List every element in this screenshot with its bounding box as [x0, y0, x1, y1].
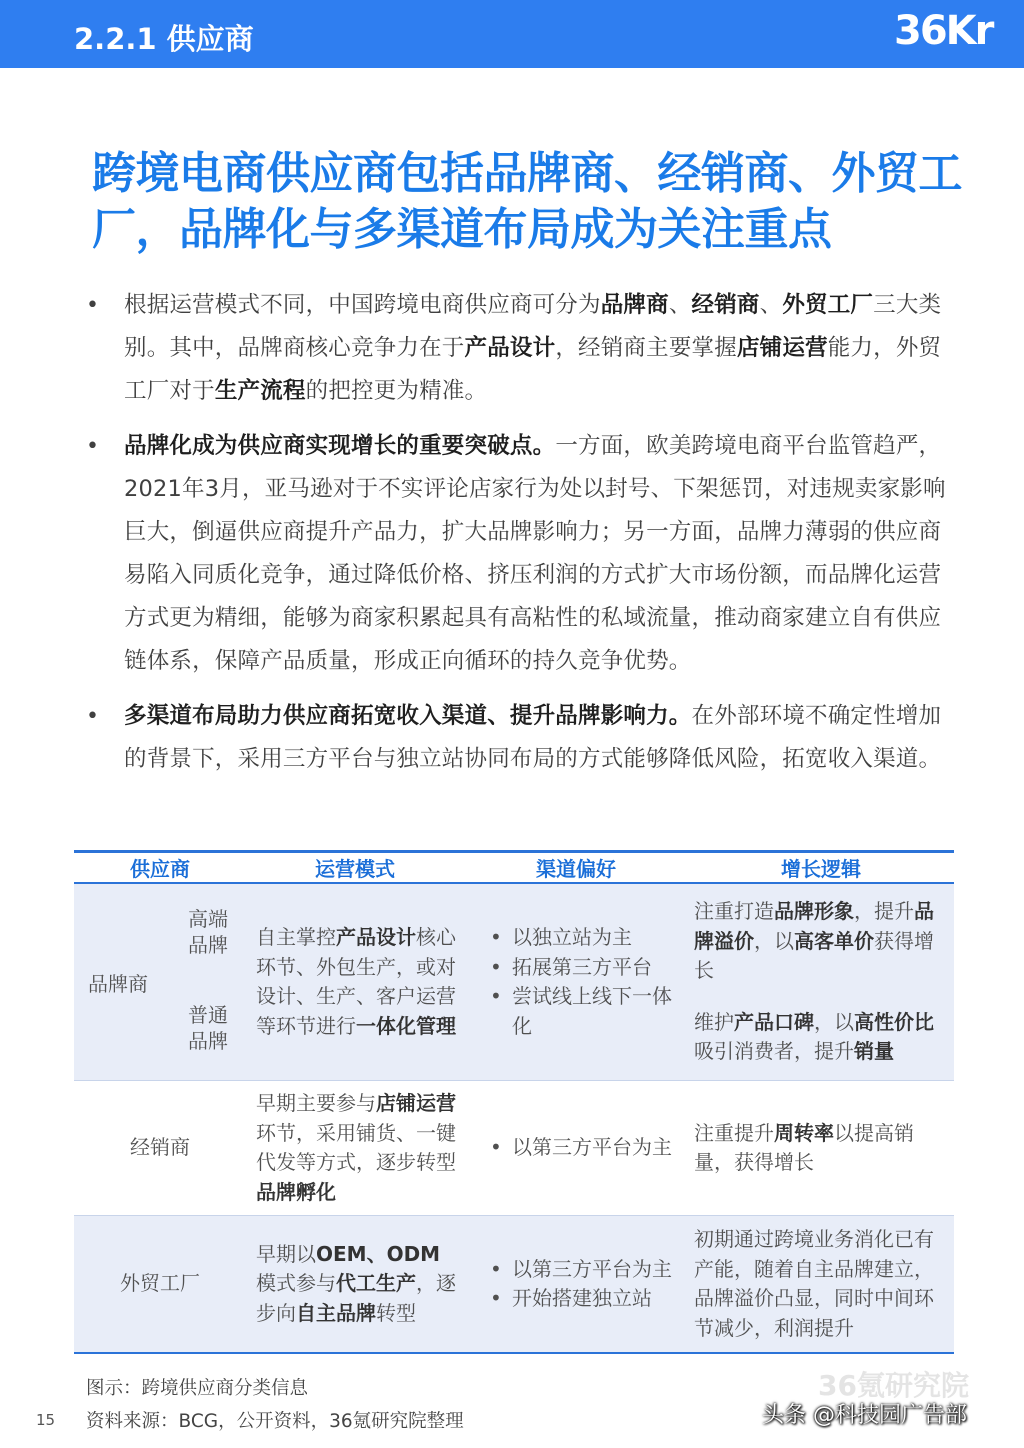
- supplier-name: 品牌商: [88, 972, 148, 996]
- ops-cell: [246, 1081, 464, 1216]
- supplier-cell: [74, 883, 246, 1081]
- emphasis-text: 自主品牌: [296, 1300, 376, 1325]
- 36kr-logo: [890, 0, 1024, 68]
- growth-cell: [688, 1081, 954, 1216]
- bullet-strong: 生产流程: [214, 378, 306, 404]
- body-text: 注重打造: [694, 899, 774, 924]
- channel-cell: [464, 1216, 688, 1354]
- channel-cell: [464, 883, 688, 1081]
- channel-list: [464, 923, 688, 1041]
- page-headline: 跨境电商供应商包括品牌商、经销商、外贸工厂，品牌化与多渠道布局成为关注重点: [92, 148, 962, 255]
- body-text: 环节，采用铺货、一键代发等方式，逐步转型: [256, 1120, 456, 1174]
- bullet-text: 在外部环境不确定性增加的背景下，采用三方平台与独立站协同布局的方式能够降低风险，拓宽收入渠道。: [124, 703, 942, 772]
- body-text: 初期通过跨境业务消化已有产能，随着自主品牌建立，品牌溢价凸显，同时中间环节减少，利润提升: [694, 1227, 934, 1340]
- bullet-strong: 外贸工厂: [782, 292, 874, 318]
- ops-cell: [246, 1216, 464, 1354]
- growth-cell: [688, 1216, 954, 1354]
- body-text: 以提高销量，获得增长: [694, 1120, 914, 1174]
- emphasis-text: 销量: [854, 1039, 894, 1064]
- bullet-strong: 品牌商: [600, 292, 669, 318]
- bullet-strong: 经销商: [691, 292, 760, 318]
- emphasis-text: 品牌形象: [774, 899, 854, 924]
- figure-caption: [86, 1372, 464, 1438]
- body-text: 核心环节、外包生产，或对设计、生产、客户运营等环节进行: [256, 925, 456, 1038]
- toutiao-watermark: 头条 @科技园广告部: [762, 1403, 967, 1428]
- channel-item: • 以第三方平台为主: [490, 1255, 688, 1285]
- header-bar: [0, 0, 1024, 68]
- bullet-strong: 店铺运营: [736, 335, 828, 361]
- emphasis-text: 代工生产: [336, 1271, 416, 1296]
- col-header-ops: 运营模式: [246, 852, 464, 884]
- channel-item: • 开始搭建独立站: [490, 1284, 688, 1314]
- channel-list: [464, 1133, 688, 1163]
- bullet-strong: 产品设计: [464, 335, 556, 361]
- bullet-text: 的把控更为精准。: [305, 378, 488, 404]
- bullet-text: 根据运营模式不同，中国跨境电商供应商可分为: [124, 292, 601, 318]
- col-header-channel: 渠道偏好: [464, 852, 688, 884]
- body-text: 注重提升: [694, 1120, 774, 1145]
- channel-item: • 以第三方平台为主: [490, 1133, 688, 1163]
- sub-category-normal: 普通品牌: [188, 1003, 228, 1053]
- figure-title: 图示：跨境供应商分类信息: [86, 1378, 309, 1399]
- growth-cell: [688, 883, 954, 1081]
- emphasis-text: 产品设计: [336, 925, 416, 949]
- body-text: 早期以: [256, 1241, 316, 1266]
- bullet-item-1: [84, 284, 954, 413]
- supplier-name: 经销商: [74, 1081, 246, 1216]
- supplier-name: 外贸工厂: [74, 1216, 246, 1354]
- col-header-growth: 增长逻辑: [688, 852, 954, 884]
- bullet-dot-icon: •: [86, 434, 100, 459]
- col-header-supplier: 供应商: [74, 852, 246, 884]
- emphasis-text: OEM、ODM: [316, 1241, 441, 1266]
- channel-cell: [464, 1081, 688, 1216]
- bullet-item-2: [84, 425, 954, 683]
- body-text: ，逐步向: [256, 1271, 456, 1325]
- table-row-factory: [74, 1216, 954, 1354]
- table-row-distributor: [74, 1081, 954, 1216]
- emphasis-text: 高客单价: [794, 928, 874, 953]
- body-text: ，以: [754, 928, 794, 953]
- channel-item: • 尝试线上线下一体化: [490, 982, 688, 1041]
- body-text: 模式参与: [256, 1271, 336, 1296]
- emphasis-text: 高性价比: [854, 1009, 934, 1034]
- figure-source: 资料来源：BCG，公开资料，36氪研究院整理: [86, 1411, 464, 1432]
- supplier-table: [74, 850, 954, 1346]
- ops-cell: [246, 883, 464, 1081]
- channel-list: [464, 1255, 688, 1314]
- bullet-text: 、: [668, 292, 692, 318]
- body-text: ，提升: [854, 899, 914, 924]
- body-text: ，以: [814, 1009, 854, 1034]
- emphasis-text: 周转率: [774, 1120, 834, 1145]
- bullet-dot-icon: •: [86, 293, 100, 318]
- channel-item: • 以独立站为主: [490, 923, 688, 953]
- emphasis-text: 一体化管理: [356, 1013, 456, 1038]
- bullet-text: 、: [759, 292, 783, 318]
- bullet-lead: 多渠道布局助力供应商拓宽收入渠道、提升品牌影响力。: [124, 703, 692, 729]
- sub-category-high: 高端品牌: [188, 907, 228, 957]
- body-text: 维护: [694, 1009, 734, 1034]
- growth-text-high: [694, 897, 948, 986]
- body-text: 自主掌控: [256, 925, 336, 949]
- section-title: 2.2.1 供应商: [74, 22, 254, 56]
- body-text: 获得增长: [694, 928, 934, 983]
- table-header-row: [74, 852, 954, 884]
- emphasis-text: 品牌溢价: [694, 899, 934, 953]
- ops-text: [256, 1089, 458, 1207]
- body-text: 早期主要参与: [256, 1091, 376, 1115]
- growth-text-normal: [694, 1008, 948, 1067]
- bullet-text: 三大类别。其中，品牌商核心竞争力在于: [124, 292, 942, 361]
- emphasis-text: 店铺运营: [376, 1091, 456, 1115]
- body-text: 吸引消费者，提升: [694, 1039, 854, 1064]
- bullet-list: [84, 284, 954, 793]
- bullet-text: ，经销商主要掌握: [555, 335, 737, 361]
- growth-text: [694, 1225, 948, 1343]
- bullet-text: 一方面，欧美跨境电商平台监管趋严，2021年3月，亚马逊对于不实评论店家行为处以封号、下架惩罚，对违规卖家影响巨大，倒逼供应商提升产品力，扩大品牌影响力；另一方面，品牌力薄弱的供应商易陷入同质化竞争，通过降低价格、挤压利润的方式扩大市场份额，而品牌化运营方式更为精细，能够为商家积累起具有高粘性的私域流量，推动商家建立自有供应链体系，保障产品质量，形成正向循环的持久竞争优势。: [124, 433, 946, 674]
- growth-text: [694, 1119, 948, 1178]
- logo-text: 36Kr: [894, 8, 993, 54]
- body-text: 转型: [376, 1300, 416, 1325]
- bullet-dot-icon: •: [86, 704, 100, 729]
- ops-text: [256, 923, 458, 1041]
- watermark: 36氪研究院: [818, 1369, 969, 1402]
- table-row-brand: [74, 883, 954, 1081]
- ops-text: [256, 1240, 458, 1329]
- emphasis-text: 品牌孵化: [256, 1179, 336, 1204]
- bullet-text: 能力，外贸工厂对于: [124, 335, 942, 404]
- bullet-lead: 品牌化成为供应商实现增长的重要突破点。: [124, 433, 556, 459]
- bullet-item-3: [84, 695, 954, 781]
- channel-item: • 拓展第三方平台: [490, 953, 688, 983]
- page-number: 15: [36, 1411, 56, 1429]
- emphasis-text: 产品口碑: [734, 1009, 814, 1034]
